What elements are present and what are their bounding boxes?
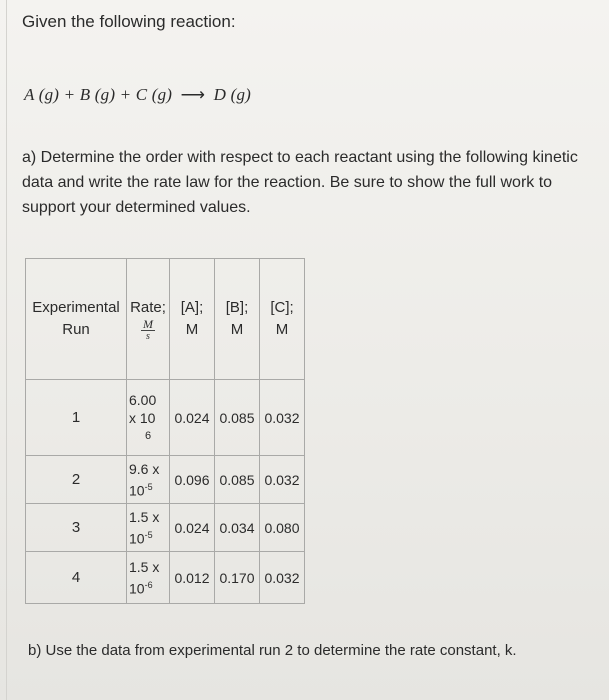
header-rate: Rate; $\frac{M}{s}$ <box>127 259 170 380</box>
run-number: 2 <box>26 456 127 504</box>
question-b: b) Use the data from experimental run 2 to determine the rate constant, k. <box>28 642 517 659</box>
table-row <box>26 380 305 456</box>
reactants: A (g) + B (g) + C (g) <box>24 85 173 104</box>
conc-b: 0.085 <box>215 456 260 504</box>
intro-text: Given the following reaction: <box>22 12 236 31</box>
header-b: [B]; M <box>215 259 260 380</box>
rate-value: 6.00 x 10 6 <box>127 380 170 456</box>
rate-value: 1.5 x $10^{-6}$ <box>127 552 170 604</box>
table-row <box>26 504 305 552</box>
conc-a: 0.024 <box>170 504 215 552</box>
conc-b: 0.170 <box>215 552 260 604</box>
question-a: a) Determine the order with respect to each reactant using the following kinetic data and write the rate law for the reaction. Be sure to show the full work to support your determined values. <box>22 149 578 216</box>
header-run: Experimental Run <box>26 259 127 380</box>
kinetic-data-table-wrap <box>25 258 305 604</box>
table-row <box>26 456 305 504</box>
run-number: 1 <box>26 380 127 456</box>
kinetic-data-table <box>25 258 305 604</box>
conc-c: 0.080 <box>260 504 305 552</box>
conc-b: 0.085 <box>215 380 260 456</box>
header-c: [C]; M <box>260 259 305 380</box>
rate-unit-fraction: $\frac{M}{s}$ <box>143 316 153 342</box>
conc-a: 0.024 <box>170 380 215 456</box>
conc-b: 0.034 <box>215 504 260 552</box>
run-number: 3 <box>26 504 127 552</box>
table-header-row <box>26 259 305 380</box>
conc-a: 0.096 <box>170 456 215 504</box>
run-number: 4 <box>26 552 127 604</box>
rate-value: 1.5 x $10^{-5}$ <box>127 504 170 552</box>
table-row <box>26 552 305 604</box>
reaction-equation <box>24 85 251 105</box>
product: D (g) <box>213 85 252 104</box>
left-border <box>6 0 7 700</box>
conc-a: 0.012 <box>170 552 215 604</box>
rate-value: 9.6 x $10^{-5}$ <box>127 456 170 504</box>
header-a: [A]; M <box>170 259 215 380</box>
conc-c: 0.032 <box>260 456 305 504</box>
reaction-arrow: ⟶ <box>180 85 206 104</box>
conc-c: 0.032 <box>260 552 305 604</box>
conc-c: 0.032 <box>260 380 305 456</box>
